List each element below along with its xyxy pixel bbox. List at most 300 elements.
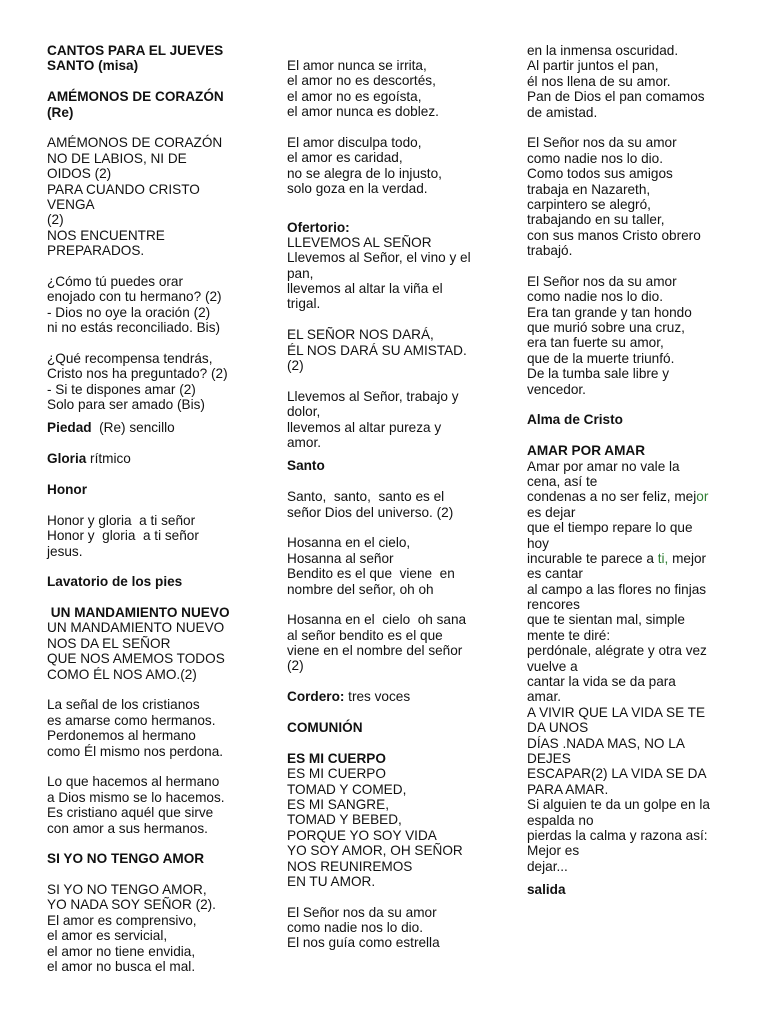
text-line: [47, 166, 252, 181]
text-line: [287, 343, 492, 358]
lyric-text: DEJES: [527, 750, 571, 766]
text-line: [47, 959, 252, 974]
lyric-text: al señor bendito es el que: [287, 627, 443, 643]
text-line: [47, 451, 252, 466]
text-line: [527, 43, 737, 58]
text-block: [287, 612, 492, 674]
lyric-text: rencores: [527, 597, 580, 613]
lyric-text: Amar por amar no vale la: [527, 458, 680, 474]
text-line: [527, 659, 737, 674]
text-line: [47, 851, 252, 866]
text-block: [47, 43, 252, 74]
lyric-text: perdónale, alégrate y otra vez: [527, 643, 707, 659]
lyric-text: trigal.: [287, 296, 321, 312]
text-line: [47, 913, 252, 928]
text-line: [47, 774, 252, 789]
lyric-text: como nadie nos lo dio.: [287, 920, 424, 936]
lyric-text: Es cristiano aquél que sirve: [47, 805, 214, 821]
text-line: [47, 212, 252, 227]
lyric-text: Perdonemos al hermano: [47, 728, 196, 744]
lyric-text: que el tiempo repare lo que: [527, 520, 693, 536]
lyric-text: carpintero se alegró,: [527, 196, 651, 212]
text-line: [527, 289, 737, 304]
lyric-text: trabajando en su taller,: [527, 212, 665, 228]
text-line: [287, 235, 492, 250]
text-line: [527, 813, 737, 828]
text-line: [47, 544, 252, 559]
text-line: [527, 228, 737, 243]
text-block: [47, 351, 252, 413]
lyric-text: El amor es comprensivo,: [47, 912, 197, 928]
text-line: [47, 197, 252, 212]
text-line: [287, 505, 492, 520]
text-line: [47, 182, 252, 197]
text-line: [527, 459, 737, 474]
heading-text: UN MANDAMIENTO NUEVO: [47, 605, 230, 621]
text-block: [527, 43, 737, 120]
text-line: [287, 751, 492, 766]
lyric-text: como nadie nos lo dio.: [527, 150, 664, 166]
text-line: [527, 443, 737, 458]
lyric-text: El Señor nos da su amor: [527, 273, 677, 289]
text-line: [527, 135, 737, 150]
text-line: [287, 935, 492, 950]
text-line: [287, 281, 492, 296]
lyric-text: mente te diré:: [527, 627, 611, 643]
lyric-text: SI YO NO TENGO AMOR,: [47, 882, 207, 898]
text-line: [527, 58, 737, 73]
heading-text: CANTOS PARA EL JUEVES: [47, 43, 224, 58]
text-block: [47, 482, 252, 497]
lyric-text: condenas a no ser feliz, mej: [527, 489, 697, 505]
text-line: [47, 320, 252, 335]
text-block: [47, 697, 252, 759]
text-line: [527, 566, 737, 581]
lyric-text: enojado con tu hermano? (2): [47, 289, 222, 305]
text-line: [47, 58, 252, 73]
lyric-text: YO NADA SOY SEÑOR (2).: [47, 897, 216, 913]
lyric-text: EL SEÑOR NOS DARÁ,: [287, 327, 434, 343]
text-line: [527, 243, 737, 258]
lyric-text: viene en el nombre del señor: [287, 643, 463, 659]
text-line: [47, 620, 252, 635]
lyric-text: a Dios mismo se lo hacemos.: [47, 789, 225, 805]
lyric-text: TOMAD Y COMED,: [287, 781, 407, 797]
text-line: [287, 797, 492, 812]
text-line: [47, 513, 252, 528]
text-line: [287, 404, 492, 419]
lyric-text: dejar...: [527, 858, 568, 874]
lyric-text: trabaja en Nazareth,: [527, 181, 651, 197]
lyric-text: PARA CUANDO CRISTO: [47, 181, 200, 197]
text-line: [47, 636, 252, 651]
text-line: [47, 105, 252, 120]
text-line: [47, 135, 252, 150]
text-block: [47, 851, 252, 866]
text-block: [287, 389, 492, 451]
heading-text: Gloria: [47, 451, 87, 467]
lyric-text: LLEVEMOS AL SEÑOR: [287, 234, 432, 250]
text-line: [47, 366, 252, 381]
text-line: [527, 274, 737, 289]
lyric-text: que murió sobre una cruz,: [527, 320, 685, 336]
text-line: [527, 320, 737, 335]
lyric-text: ti,: [657, 550, 669, 566]
text-block: [527, 412, 737, 427]
lyric-text: PORQUE YO SOY VIDA: [287, 827, 437, 843]
text-block: [527, 443, 737, 874]
heading-text: Alma de Cristo: [527, 412, 623, 428]
lyric-text: Honor y gloria a ti señor: [47, 512, 196, 528]
text-line: [287, 420, 492, 435]
lyric-text: Al partir juntos el pan,: [527, 58, 659, 74]
lyric-text: Era tan grande y tan hondo: [527, 304, 692, 320]
text-block: [287, 905, 492, 951]
heading-text: ES MI CUERPO: [287, 750, 386, 766]
lyric-text: ÉL NOS DARÁ SU AMISTAD.: [287, 342, 467, 358]
lyric-text: - Dios no oye la oración (2): [47, 304, 211, 320]
text-block: [287, 489, 492, 520]
text-line: [527, 612, 737, 627]
text-line: [527, 166, 737, 181]
lyric-text: el amor nunca es doblez.: [287, 104, 439, 120]
lyric-text: señor Dios del universo. (2): [287, 504, 454, 520]
lyric-text: Como todos sus amigos: [527, 166, 673, 182]
text-block: [287, 58, 492, 120]
lyric-text: ni no estás reconciliado. Bis): [47, 320, 221, 336]
text-line: [47, 351, 252, 366]
lyric-text: tres voces: [344, 689, 411, 705]
column-middle: [287, 58, 492, 951]
lyric-text: (2): [47, 212, 64, 228]
lyric-text: COMO ÉL NOS AMO.(2): [47, 666, 197, 682]
text-line: [527, 859, 737, 874]
text-line: [527, 766, 737, 781]
text-line: [527, 782, 737, 797]
text-line: [47, 528, 252, 543]
text-line: [47, 274, 252, 289]
lyric-text: Honor y gloria a ti señor: [47, 528, 199, 544]
text-line: [527, 305, 737, 320]
text-block: [47, 135, 252, 258]
lyric-text: hoy: [527, 535, 549, 551]
lyric-text: TOMAD Y BEBED,: [287, 812, 402, 828]
lyric-text: que te sientan mal, simple: [527, 612, 685, 628]
lyric-text: DÍAS .NADA MAS, NO LA: [527, 735, 685, 751]
text-block: [527, 135, 737, 258]
lyric-text: El amor disculpa todo,: [287, 134, 422, 150]
text-line: [287, 358, 492, 373]
text-line: [527, 105, 737, 120]
heading-text: Ofertorio:: [287, 219, 350, 235]
text-line: [47, 228, 252, 243]
text-line: [47, 667, 252, 682]
lyric-text: ESCAPAR(2) LA VIDA SE DA: [527, 766, 707, 782]
lyric-text: El nos guía como estrella: [287, 935, 440, 951]
lyric-text: NOS ENCUENTRE: [47, 227, 165, 243]
lyric-text: El Señor nos da su amor: [287, 904, 437, 920]
text-block: [47, 774, 252, 836]
text-line: [47, 713, 252, 728]
heading-text: Cordero:: [287, 689, 345, 705]
lyric-text: el amor es servicial,: [47, 928, 168, 944]
lyric-text: ES MI SANGRE,: [287, 796, 389, 812]
lyric-text: Cristo nos ha preguntado? (2): [47, 366, 228, 382]
text-line: [287, 327, 492, 342]
lyric-text: el amor no es egoísta,: [287, 88, 422, 104]
lyric-text: amor.: [287, 434, 321, 450]
text-line: [287, 689, 492, 704]
lyric-text: llevemos al altar pureza y: [287, 419, 442, 435]
lyric-text: NO DE LABIOS, NI DE: [47, 150, 187, 166]
lyric-text: el amor no es descortés,: [287, 73, 436, 89]
lyric-text: ¿Cómo tú puedes orar: [47, 273, 184, 289]
text-line: [527, 751, 737, 766]
heading-text: salida: [527, 882, 566, 898]
lyric-text: espalda no: [527, 812, 594, 828]
lyric-text: cantar la vida se da para: [527, 674, 676, 690]
text-block: [47, 605, 252, 682]
text-line: [287, 551, 492, 566]
lyric-text: Hosanna al señor: [287, 550, 394, 566]
text-block: [287, 220, 492, 312]
text-block: [47, 882, 252, 974]
lyric-text: De la tumba sale libre y: [527, 366, 670, 382]
lyric-text: trabajó.: [527, 243, 573, 259]
text-line: [527, 628, 737, 643]
text-line: [47, 882, 252, 897]
text-line: [527, 489, 737, 504]
text-line: [47, 897, 252, 912]
text-line: [527, 197, 737, 212]
text-line: [527, 582, 737, 597]
text-line: [287, 489, 492, 504]
lyric-text: llevemos al altar la viña el: [287, 281, 443, 297]
lyric-text: incurable te parece a: [527, 550, 658, 566]
lyric-text: EN TU AMOR.: [287, 873, 376, 889]
text-line: [527, 74, 737, 89]
lyric-text: NOS REUNIREMOS: [287, 858, 413, 874]
lyric-text: OIDOS (2): [47, 166, 112, 182]
text-block: [47, 574, 252, 589]
text-block: [47, 513, 252, 559]
lyric-text: Bendito es el que viene en: [287, 566, 455, 582]
text-line: [287, 73, 492, 88]
text-line: [47, 420, 252, 435]
text-line: [287, 58, 492, 73]
lyric-text: Lo que hacemos al hermano: [47, 774, 220, 790]
text-line: [527, 843, 737, 858]
text-line: [527, 536, 737, 551]
text-line: [287, 435, 492, 450]
lyric-text: A VIVIR QUE LA VIDA SE TE: [527, 704, 706, 720]
heading-text: COMUNIÓN: [287, 720, 363, 736]
text-line: [287, 150, 492, 165]
lyric-text: Llevemos al Señor, trabajo y: [287, 388, 459, 404]
lyric-text: de amistad.: [527, 104, 598, 120]
lyric-text: vuelve a: [527, 658, 578, 674]
text-line: [527, 212, 737, 227]
lyric-text: (2): [287, 658, 304, 674]
text-line: [287, 843, 492, 858]
text-line: [47, 305, 252, 320]
lyric-text: Solo para ser amado (Bis): [47, 396, 205, 412]
heading-text: Santo: [287, 458, 325, 474]
lyric-text: es dejar: [527, 504, 576, 520]
lyric-text: él nos llena de su amor.: [527, 73, 671, 89]
lyric-text: (2): [287, 358, 304, 374]
text-block: [47, 451, 252, 466]
text-line: [527, 505, 737, 520]
text-line: [527, 705, 737, 720]
text-line: [527, 882, 737, 897]
heading-text: Honor: [47, 481, 88, 497]
text-line: [47, 43, 252, 58]
text-block: [527, 274, 737, 397]
text-line: [527, 151, 737, 166]
text-line: [47, 243, 252, 258]
lyric-text: como nadie nos lo dio.: [527, 289, 664, 305]
lyric-text: or: [696, 489, 709, 505]
text-line: [527, 182, 737, 197]
text-line: [287, 220, 492, 235]
lyric-text: NOS DA EL SEÑOR: [47, 635, 171, 651]
lyric-text: AMÉMONOS DE CORAZÓN: [47, 135, 223, 151]
lyric-text: Hosanna en el cielo oh sana: [287, 612, 467, 628]
text-line: [47, 397, 252, 412]
text-block: [47, 89, 252, 120]
text-line: [47, 605, 252, 620]
lyric-text: nombre del señor, oh oh: [287, 581, 434, 597]
lyric-text: mejor: [668, 550, 707, 566]
text-line: [287, 458, 492, 473]
text-line: [47, 382, 252, 397]
column-right: [527, 43, 737, 897]
text-line: [47, 744, 252, 759]
heading-text: Lavatorio de los pies: [47, 574, 183, 590]
lyric-text: que de la muerte triunfó.: [527, 350, 675, 366]
lyric-text: PARA AMAR.: [527, 781, 609, 797]
text-line: [287, 266, 492, 281]
text-line: [287, 582, 492, 597]
lyric-text: solo goza en la verdad.: [287, 181, 428, 197]
lyric-text: ES MI CUERPO: [287, 766, 386, 782]
text-line: [47, 944, 252, 959]
text-line: [287, 612, 492, 627]
text-line: [527, 643, 737, 658]
lyric-text: al campo a las flores no finjas: [527, 581, 707, 597]
heading-text: (Re): [47, 104, 74, 120]
text-line: [47, 151, 252, 166]
text-block: [287, 720, 492, 735]
text-line: [287, 859, 492, 874]
text-line: [527, 412, 737, 427]
text-line: [287, 812, 492, 827]
text-line: [287, 250, 492, 265]
text-line: [47, 805, 252, 820]
lyric-text: Si alguien te da un golpe en la: [527, 797, 710, 813]
lyric-text: el amor es caridad,: [287, 150, 403, 166]
lyric-text: con sus manos Cristo obrero: [527, 227, 701, 243]
text-line: [47, 790, 252, 805]
text-line: [287, 566, 492, 581]
text-line: [527, 382, 737, 397]
lyric-text: (Re) sencillo: [91, 420, 175, 436]
heading-text: AMAR POR AMAR: [527, 443, 646, 459]
text-line: [47, 728, 252, 743]
text-line: [287, 628, 492, 643]
text-line: [287, 643, 492, 658]
text-line: [287, 920, 492, 935]
column-left: [47, 43, 252, 974]
text-line: [527, 828, 737, 843]
text-line: [287, 828, 492, 843]
lyric-text: YO SOY AMOR, OH SEÑOR: [287, 843, 463, 859]
lyric-text: La señal de los cristianos: [47, 697, 200, 713]
text-line: [47, 651, 252, 666]
text-block: [47, 274, 252, 336]
lyric-text: QUE NOS AMEMOS TODOS: [47, 651, 225, 667]
text-line: [287, 389, 492, 404]
text-line: [527, 720, 737, 735]
lyric-text: Santo, santo, santo es el: [287, 489, 445, 505]
heading-text: SANTO (misa): [47, 58, 139, 74]
lyric-text: no se alegra de lo injusto,: [287, 165, 442, 181]
lyric-text: es amarse como hermanos.: [47, 712, 216, 728]
text-line: [287, 905, 492, 920]
text-line: [287, 166, 492, 181]
text-line: [287, 181, 492, 196]
text-line: [527, 797, 737, 812]
lyric-text: VENGA: [47, 196, 95, 212]
text-block: [287, 327, 492, 373]
lyric-text: Mejor es: [527, 843, 580, 859]
text-line: [287, 720, 492, 735]
text-line: [527, 551, 737, 566]
lyric-text: Hosanna en el cielo,: [287, 535, 411, 551]
lyric-text: cena, así te: [527, 473, 598, 489]
lyric-text: UN MANDAMIENTO NUEVO: [47, 620, 225, 636]
lyric-text: el amor no busca el mal.: [47, 959, 196, 975]
text-block: [287, 751, 492, 890]
lyric-text: El amor nunca se irrita,: [287, 58, 427, 73]
lyric-text: DA UNOS: [527, 720, 589, 736]
text-line: [47, 482, 252, 497]
lyric-text: era tan fuerte su amor,: [527, 335, 664, 351]
heading-text: Piedad: [47, 420, 92, 436]
heading-text: SI YO NO TENGO AMOR: [47, 851, 205, 867]
lyric-text: pan,: [287, 265, 314, 281]
lyric-text: vencedor.: [527, 381, 586, 397]
text-line: [287, 658, 492, 673]
text-line: [527, 474, 737, 489]
lyric-text: El Señor nos da su amor: [527, 135, 677, 151]
text-line: [527, 674, 737, 689]
text-block: [287, 458, 492, 473]
lyric-text: jesus.: [47, 543, 83, 559]
text-line: [287, 535, 492, 550]
text-line: [527, 351, 737, 366]
text-line: [287, 782, 492, 797]
text-line: [287, 104, 492, 119]
text-line: [287, 766, 492, 781]
lyric-text: dolor,: [287, 404, 321, 420]
lyric-text: Pan de Dios el pan comamos: [527, 89, 705, 105]
lyric-text: como Él mismo nos perdona.: [47, 743, 224, 759]
lyric-text: - Si te dispones amar (2): [47, 381, 196, 397]
text-line: [527, 366, 737, 381]
text-line: [287, 874, 492, 889]
